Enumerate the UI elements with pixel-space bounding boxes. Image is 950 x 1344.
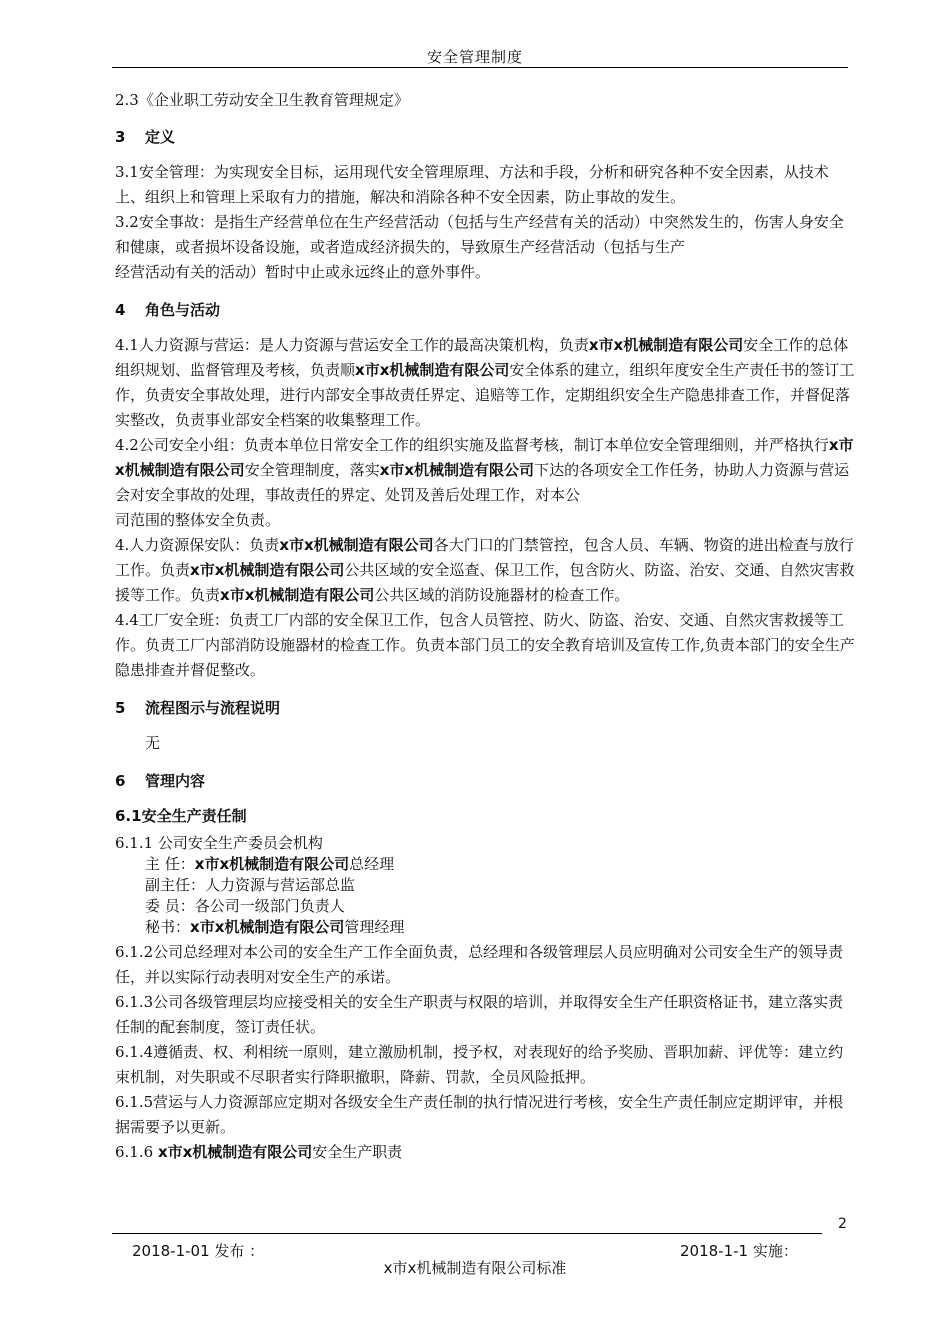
section-number: 5 xyxy=(115,699,126,717)
document-body xyxy=(115,88,855,1165)
section-title: 角色与活动 xyxy=(145,301,221,319)
committee-members: 委 员：各公司一级部门负责人 xyxy=(145,897,345,915)
paragraph-6-1-3: 6.1.3公司各级管理层均应接受相关的安全生产职责与权限的培训，并取得安全生产任职资格证书，建立落实责任制的配套制度，签订责任状。 xyxy=(115,993,844,1036)
paragraph-6-1-4: 6.1.4遵循责、权、利相统一原则，建立激励机制，授予权，对表现好的给予奖励、晋职加薪、评优等：建立约束机制，对失职或不尽职者实行降职撤职，降薪、罚款，全员风险抵押。 xyxy=(115,1043,844,1086)
footer-divider xyxy=(112,1233,822,1234)
section-5-heading xyxy=(115,696,855,721)
section-3-heading xyxy=(115,125,855,150)
committee-secretary: 秘书：x市x机械制造有限公司管理经理 xyxy=(145,918,405,936)
paragraph-6-1-6: 6.1.6 x市x机械制造有限公司安全生产职责 xyxy=(115,1143,403,1161)
section-number: 3 xyxy=(115,128,126,146)
paragraph-6-1-5: 6.1.5营运与人力资源部应定期对各级安全生产责任制的执行情况进行考核，安全生产责任制应定期评审，并根据需要予以更新。 xyxy=(115,1093,844,1136)
paragraph-4-3: 4.人力资源保安队：负责x市x机械制造有限公司各大门口的门禁管控，包含人员、车辆、物资的进出检查与放行工作。负责x市x机械制造有限公司公共区域的安全巡查、保卫工作，包含防火、防盗、治安、交通、自然灾害救援等工作。负责x市x机械制造有限公司公共区域的消防设施器材的检查工作。 xyxy=(115,536,855,604)
page-number: 2 xyxy=(838,1216,847,1232)
page-header-title: 安全管理制度 xyxy=(426,48,523,66)
section-number: 6 xyxy=(115,772,126,790)
header-divider xyxy=(112,67,848,68)
footer-company-standard: x市x机械制造有限公司标准 xyxy=(383,1259,567,1277)
paragraph-4-2: 4.2公司安全小组：负责本单位日常安全工作的组织实施及监督考核，制订本单位安全管理细则，并严格执行x市x机械制造有限公司安全管理制度，落实x市x机械制造有限公司下达的各项安全工作任务，协助人力资源与营运会对安全事故的处理，事故责任的界定、处罚及善后处理工作，对本公 司范围的整体安全负责。 xyxy=(115,436,854,529)
reference-2-3: 2.3《企业职工劳动安全卫生教育管理规定》 xyxy=(115,91,409,109)
section-title: 流程图示与流程说明 xyxy=(145,699,281,717)
section-title: 定义 xyxy=(145,128,176,146)
section-6-1-heading: 6.1安全生产责任制 xyxy=(115,807,247,825)
committee-vice-chair: 副主任：人力资源与营运部总监 xyxy=(145,876,356,894)
paragraph-6-1-1: 6.1.1 公司安全生产委员会机构 xyxy=(115,834,323,852)
section-number: 4 xyxy=(115,301,126,319)
section-4-heading xyxy=(115,298,855,323)
publish-date: 2018-1-01 发布 ： xyxy=(132,1242,265,1260)
section-title: 管理内容 xyxy=(145,772,206,790)
paragraph-6-1-2: 6.1.2公司总经理对本公司的安全生产工作全面负责，总经理和各级管理层人员应明确对公司安全生产的领导责任，并以实际行动表明对安全生产的承诺。 xyxy=(115,943,844,986)
implement-date: 2018-1-1 实施： xyxy=(680,1242,798,1260)
paragraph-4-1: 4.1人力资源与营运：是人力资源与营运安全工作的最高决策机构，负责x市x机械制造有限公司安全工作的总体组织规划、监督管理及考核，负责顺x市x机械制造有限公司安全体系的建立，组织年度安全生产责任书的签订工作，负责安全事故处理，进行内部安全事故责任界定、追赔等工作，定期组织安全生产隐患排查工作，并督促落实整改，负责事业部安全档案的收集整理工作。 xyxy=(115,336,855,429)
section-5-body: 无 xyxy=(145,734,161,752)
paragraph-3-1: 3.1安全管理：为实现安全目标，运用现代安全管理原理、方法和手段，分析和研究各种不安全因素，从技术上、组织上和管理上采取有力的措施，解决和消除各种不安全因素，防止事故的发生。 xyxy=(115,163,829,206)
section-6-heading xyxy=(115,769,855,794)
committee-chair: 主 任：x市x机械制造有限公司总经理 xyxy=(145,855,395,873)
paragraph-4-4: 4.4工厂安全班：负责工厂内部的安全保卫工作，包含人员管控、防火、防盗、治安、交通、自然灾害救援等工作。负责工厂内部消防设施器材的检查工作。负责本部门员工的安全教育培训及宣传工作,负责本部门的安全生产隐患排查并督促整改。 xyxy=(115,611,855,679)
paragraph-3-2: 3.2安全事故：是指生产经营单位在生产经营活动（包括与生产经营有关的活动）中突然发生的，伤害人身安全和健康，或者损坏设备设施，或者造成经济损失的，导致原生产经营活动（包括与生产 经营活动有关的活动）暂时中止或永远终止的意外事件。 xyxy=(115,213,844,281)
